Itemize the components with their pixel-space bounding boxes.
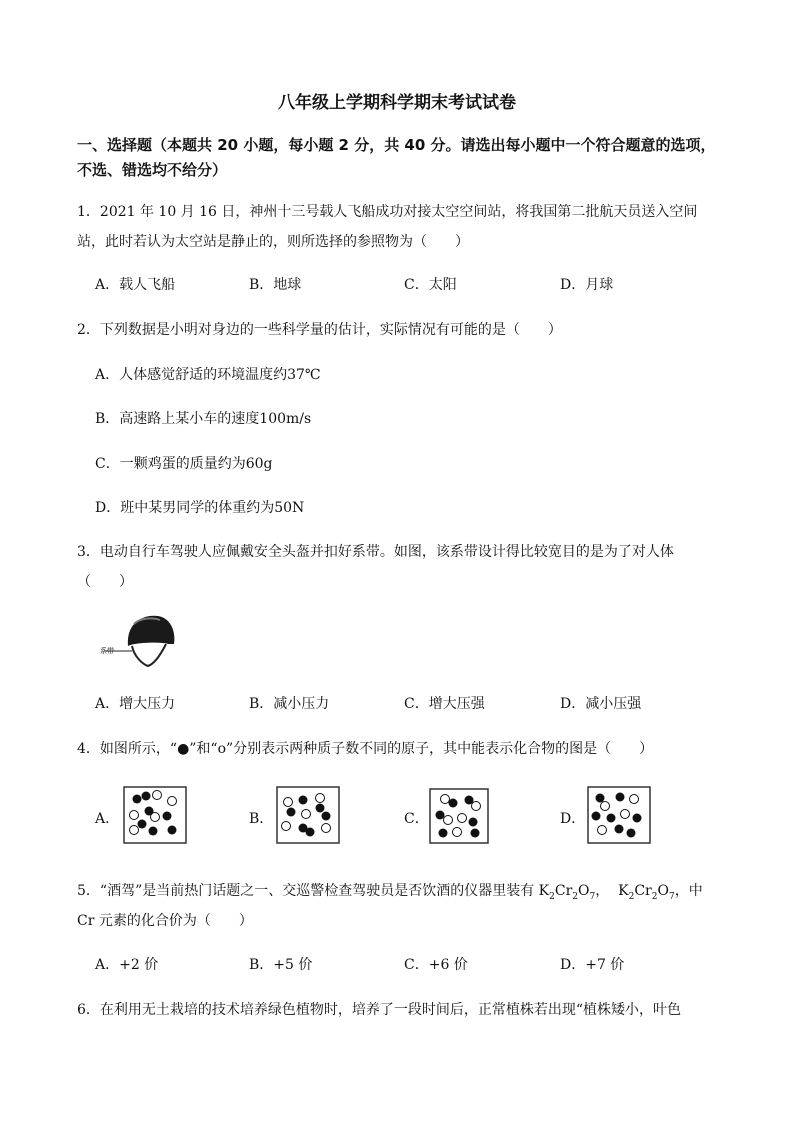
q2-option-b: B．高速路上某小车的速度100m/s bbox=[95, 411, 312, 427]
q3-option-b: B．减小压力 bbox=[249, 696, 330, 712]
q3-option-d: D．减小压强 bbox=[560, 696, 642, 712]
q1-option-d: D．月球 bbox=[560, 277, 614, 293]
q5-stem-line1: 5．“酒驾”是当前热门话题之一、交巡警检查驾驶员是否饮酒的仪器里装有 $K_2Cr_2O_7$， $K_2Cr_2O_7$，中 bbox=[77, 883, 703, 902]
q4-diagram-b bbox=[276, 786, 340, 844]
section-heading-line1: 一、选择题（本题共 20 小题，每小题 2 分，共 40 分。请选出每小题中一个符合题意的选项， bbox=[77, 136, 716, 154]
q4-option-a: A． bbox=[95, 811, 120, 827]
q5-option-d: D．+7 价 bbox=[560, 957, 625, 973]
q4-option-d: D． bbox=[560, 811, 586, 827]
helmet-strap-label: 系带 bbox=[100, 647, 114, 655]
q4-diagram-a bbox=[123, 786, 187, 844]
q2-option-c: C．一颗鸡蛋的质量约为60g bbox=[95, 456, 273, 472]
q3-stem-line2: （ ） bbox=[77, 574, 133, 590]
q1-option-c: C．太阳 bbox=[404, 277, 457, 293]
q4-diagram-d bbox=[587, 786, 651, 844]
q2-option-d: D．班中某男同学的体重约为50N bbox=[95, 500, 305, 516]
section-heading-line2: 不选、错选均不给分） bbox=[77, 161, 228, 179]
q3-option-a: A．增大压力 bbox=[95, 696, 176, 712]
q1-stem-line1: 1．2021 年 10 月 16 日，神州十三号载人飞船成功对接太空空间站，将我国第二批航天员送入空间 bbox=[77, 204, 698, 220]
q5-stem-line2: Cr 元素的化合价为（ ） bbox=[77, 913, 253, 929]
q3-stem-line1: 3．电动自行车驾驶人应佩戴安全头盔并扣好系带。如图，该系带设计得比较宽目的是为了对人体 bbox=[77, 544, 674, 560]
q2-option-a: A．人体感觉舒适的环境温度约37℃ bbox=[95, 367, 321, 383]
q4-stem: 4．如图所示，“●”和“o”分别表示两种质子数不同的原子，其中能表示化合物的图是（ ） bbox=[77, 741, 654, 757]
q1-option-a: A．载人飞船 bbox=[95, 277, 176, 293]
q5-option-b: B．+5 价 bbox=[249, 957, 313, 973]
q5-option-c: C．+6 价 bbox=[404, 957, 468, 973]
q6-stem-line1: 6．在利用无土栽培的技术培养绿色植物时，培养了一段时间后，正常植株若出现“植株矮小，叶色 bbox=[77, 1002, 682, 1018]
q4-option-b: B． bbox=[249, 811, 274, 827]
q1-option-b: B．地球 bbox=[249, 277, 302, 293]
q4-option-c: C． bbox=[404, 811, 429, 827]
q2-stem: 2．下列数据是小明对身边的一些科学量的估计，实际情况有可能的是（ ） bbox=[77, 322, 562, 338]
q5-option-a: A．+2 价 bbox=[95, 957, 159, 973]
q4-diagram-c bbox=[429, 788, 489, 844]
q3-option-c: C．增大压强 bbox=[404, 696, 485, 712]
page-title: 八年级上学期科学期末考试试卷 bbox=[278, 93, 516, 113]
q1-stem-line2: 站，此时若认为太空站是静止的，则所选择的参照物为（ ） bbox=[77, 234, 469, 250]
